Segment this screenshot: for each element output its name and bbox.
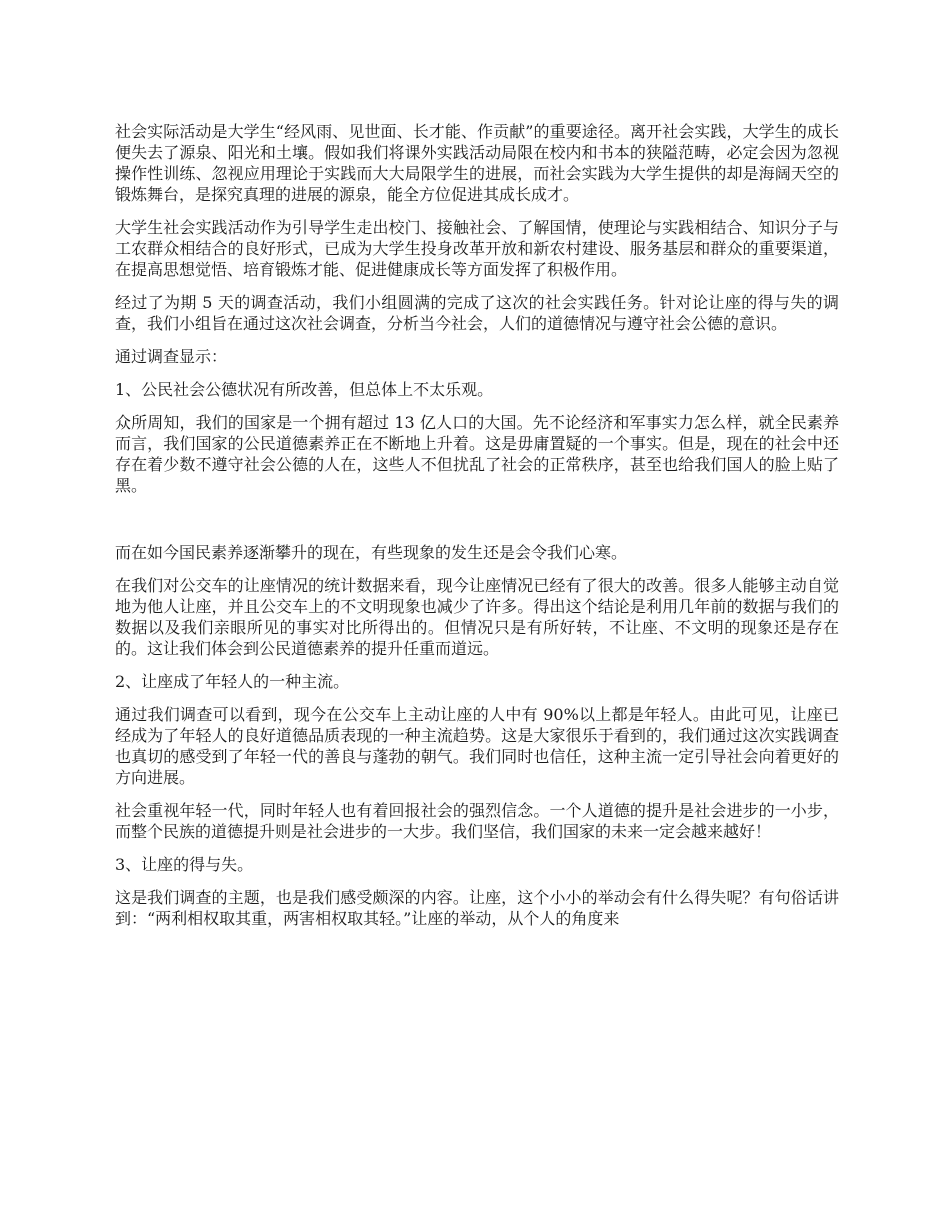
heading-point-2: 2、让座成了年轻人的一种主流。: [115, 672, 350, 691]
paragraph-young-generation: 社会重视年轻一代，同时年轻人也有着回报社会的强烈信念。一个人道德的提升是社会进步的一小步，而整个民族的道德提升则是社会进步的一大步。我们坚信，我们国家的未来一定会越来越好！: [115, 801, 839, 841]
paragraph-chilling-phenomena: 而在如今国民素养逐渐攀升的现在，有些现象的发生还是会令我们心寒。: [115, 543, 628, 562]
paragraph-survey-summary: 经过了为期 5 天的调查活动，我们小组圆满的完成了这次的社会实践任务。针对论让座的得与失的调查，我们小组旨在通过这次社会调查，分析当今社会，人们的道德情况与遵守社会公德的意识。: [115, 293, 839, 333]
paragraph-practice-role: 大学生社会实践活动作为引导学生走出校门、接触社会、了解国情，使理论与实践相结合、知识分子与工农群众相结合的良好形式，已成为大学生投身改革开放和新农村建设、服务基层和群众的重要渠道，在提高思想觉悟、培育锻炼才能、促进健康成长等方面发挥了积极作用。: [115, 218, 839, 279]
document-page: [115, 121, 839, 941]
paragraph-intro: 社会实际活动是大学生“经风雨、见世面、长才能、作贡献”的重要途径。离开社会实践，大学生的成长便失去了源泉、阳光和土壤。假如我们将课外实践活动局限在校内和书本的狭隘范畴，必定会因为忽视操作性训练、忽视应用理论于实践而大大局限学生的进展，而社会实践为大学生提供的却是海阔天空的锻炼舞台，是探究真理的进展的源泉，能全方位促进其成长成才。: [115, 122, 839, 204]
paragraph-point-1-body: 众所周知，我们的国家是一个拥有超过 13 亿人口的大国。先不论经济和军事实力怎么样，就全民素养而言，我们国家的公民道德素养正在不断地上升着。这是毋庸置疑的一个事实。但是，现在的社会中还存在着少数不遵守社会公德的人在，这些人不但扰乱了社会的正常秩序，甚至也给我们国人的脸上贴了黑。: [115, 413, 839, 495]
paragraph-bus-statistics: 在我们对公交车的让座情况的统计数据来看，现今让座情况已经有了很大的改善。很多人能够主动自觉地为他人让座，并且公交车上的不文明现象也减少了许多。得出这个结论是利用几年前的数据与我们的数据以及我们亲眼所见的事实对比所得出的。但情况只是有所好转，不让座、不文明的现象还是存在的。这让我们体会到公民道德素养的提升任重而道远。: [115, 576, 839, 658]
heading-point-1: 1、公民社会公德状况有所改善，但总体上不太乐观。: [115, 380, 494, 399]
paragraph-point-3-body: 这是我们调查的主题，也是我们感受颇深的内容。让座，这个小小的举动会有什么得失呢？有句俗话讲到：“两利相权取其重，两害相权取其轻。”让座的举动，从个人的角度来: [115, 888, 839, 928]
paragraph-point-2-body: 通过我们调查可以看到，现今在公交车上主动让座的人中有 90%以上都是年轻人。由此可见，让座已经成为了年轻人的良好道德品质表现的一种主流趋势。这是大家很乐于看到的，我们通过这次实践调查也真切的感受到了年轻一代的善良与蓬勃的朝气。我们同时也信任，这种主流一定引导社会向着更好的方向进展。: [115, 705, 839, 787]
paragraph-survey-shows: 通过调查显示：: [115, 347, 228, 366]
heading-point-3: 3、让座的得与失。: [115, 855, 254, 874]
section-gap: [115, 508, 839, 542]
